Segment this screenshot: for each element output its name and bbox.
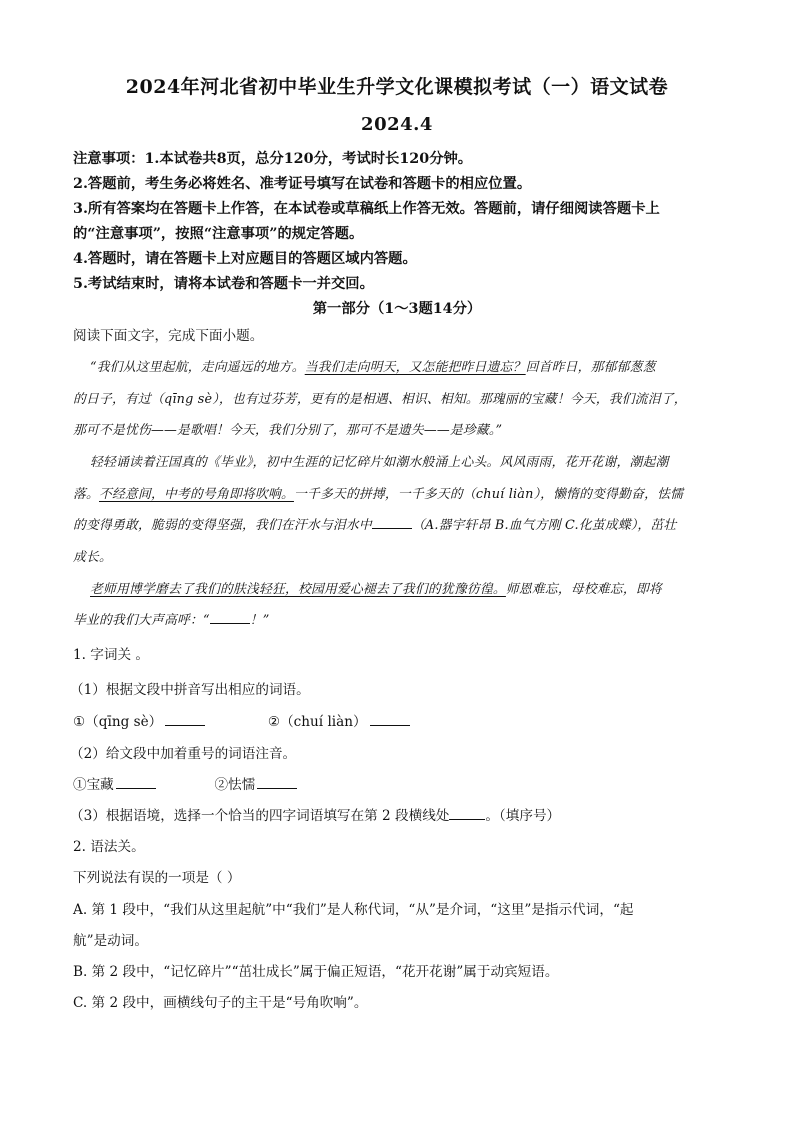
fill-blank	[372, 516, 412, 529]
answer-blank	[165, 713, 205, 726]
question-1-2: （2）给文段中加着重号的词语注音。	[70, 746, 297, 762]
answer-blank	[370, 713, 410, 726]
option-c: C. 第 2 段中，画横线句子的主干是“号角吹响”。	[73, 995, 368, 1011]
exam-title: 2024年河北省初中毕业生升学文化课模拟考试（一）语文试卷	[125, 76, 669, 98]
passage-p2-line-2	[73, 483, 723, 502]
option-a-line-1: A. 第 1 段中，“我们从这里起航”中“我们”是人称代词，“从”是介词，“这里”是指示代词，“起	[73, 902, 634, 918]
passage-text: 毕业的我们大声高呼：“	[73, 613, 210, 628]
underlined-sentence: 不经意间，中考的号角即将吹响。	[99, 487, 294, 502]
underlined-sentence: 当我们走向明天，又怎能把昨日遗忘？	[304, 360, 526, 375]
passage-text: 的变得勇敢，脆弱的变得坚强，我们在汗水与泪水中	[73, 518, 372, 533]
passage-p1-line-1	[90, 356, 723, 375]
answer-label: ①宝藏	[73, 777, 114, 793]
option-a-line-2: 航”是动词。	[73, 933, 148, 949]
answer-label: ②怯懦	[214, 777, 256, 793]
option-b: B. 第 2 段中，“记忆碎片”“茁壮成长”属于偏正短语，“花开花谢”属于动宾短语。	[73, 964, 559, 980]
passage-text: 回首昨日，那郁郁葱葱	[525, 360, 656, 375]
reading-instruction: 阅读下面文字，完成下面小题。	[73, 328, 264, 344]
passage-p2-line-3	[73, 514, 723, 533]
answer-label: ②（chuí liàn）	[267, 714, 367, 730]
question-text: （3）根据语境，选择一个恰当的四字词语填写在第 2 段横线处	[70, 808, 450, 824]
passage-p2-line-4: 成长。	[73, 550, 112, 565]
answer-label: ①（qīng sè）	[73, 714, 163, 730]
passage-text: “我们从这里起航，走向遥远的地方。	[90, 360, 305, 375]
passage-p1-line-3: 那可不是忧伤——是歌唱！今天，我们分别了，那可不是遗失——是珍藏。”	[73, 423, 503, 438]
notice-line-6: 5.考试结束时，请将本试卷和答题卡一并交回。	[73, 276, 374, 292]
passage-p2-line-1: 轻轻诵读着汪国真的《毕业》，初中生涯的记忆碎片如潮水般涌上心头。风风雨雨，花开花谢，潮起潮	[90, 455, 669, 470]
question-1-3	[70, 804, 720, 824]
passage-text: ！”	[249, 613, 270, 628]
notice-line-3: 3.所有答案均在答题卡上作答，在本试卷或草稿纸上作答无效。答题前，请仔细阅读答题卡上	[73, 201, 660, 217]
passage-p1-line-2: 的日子，有过（qīng sè），也有过芬芳，更有的是相遇、相识、相知。那瑰丽的宝藏！今天，我们流泪了，	[73, 392, 687, 407]
notice-line-4: 的“注意事项”，按照“注意事项”的规定答题。	[73, 226, 364, 242]
passage-text: （A.器宇轩昂 B.血气方刚 C.化茧成蝶），茁壮	[411, 518, 677, 533]
answer-blank	[257, 776, 297, 789]
underlined-sentence: 老师用博学磨去了我们的肤浅轻狂，校园用爱心褪去了我们的犹豫彷徨。	[90, 582, 506, 597]
passage-text: 落。	[73, 487, 99, 502]
question-1: 1. 字词关 。	[73, 647, 149, 663]
question-2-stem: 下列说法有误的一项是（ ）	[73, 870, 241, 886]
notice-line-2: 2.答题前，考生务必将姓名、准考证号填写在试卷和答题卡的相应位置。	[73, 176, 532, 192]
question-1-2-answers	[73, 773, 723, 793]
section-heading: 第一部分（1～3题14分）	[312, 301, 482, 317]
passage-p3-line-1	[90, 578, 723, 597]
notice-line-5: 4.答题时，请在答题卡上对应题目的答题区域内答题。	[73, 251, 417, 267]
passage-p3-line-2	[73, 609, 723, 628]
question-1-1-answers	[73, 710, 723, 730]
notice-line-1: 注意事项：1.本试卷共8页，总分120分，考试时长120分钟。	[73, 151, 473, 167]
answer-blank	[449, 807, 485, 820]
passage-text: 一千多天的拼搏，一千多天的（chuí liàn），懒惰的变得勤奋，怯懦	[293, 487, 684, 502]
exam-date: 2024.4	[361, 114, 433, 135]
answer-blank	[116, 776, 156, 789]
fill-blank	[210, 611, 250, 624]
question-text: 。（填序号）	[485, 808, 561, 824]
question-1-1: （1）根据文段中拼音写出相应的词语。	[70, 682, 310, 698]
passage-text: 师恩难忘，母校难忘，即将	[505, 582, 662, 597]
question-2: 2. 语法关。	[73, 839, 145, 855]
